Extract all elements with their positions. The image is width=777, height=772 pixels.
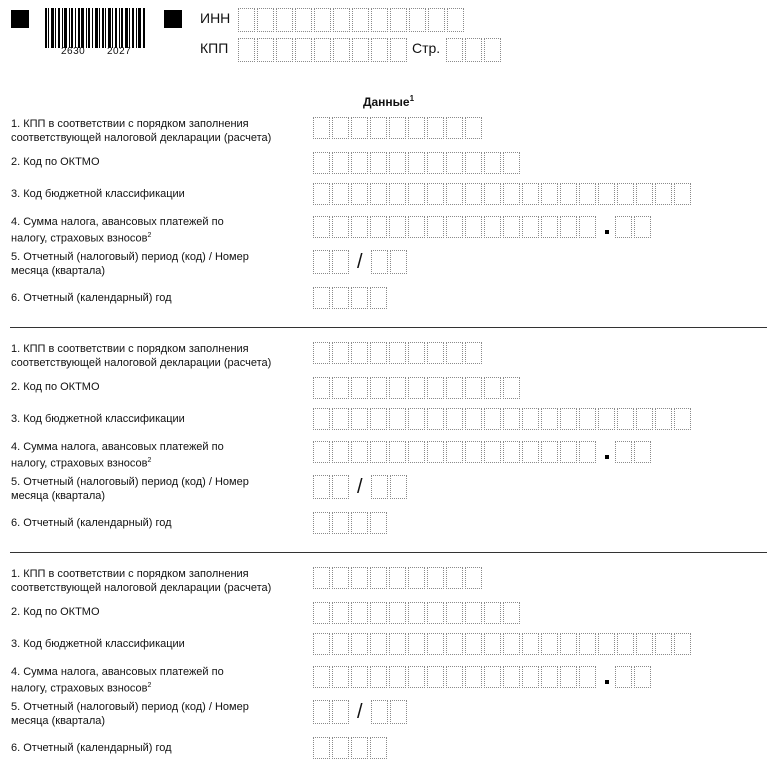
char-cell[interactable] xyxy=(427,633,444,655)
char-cell[interactable] xyxy=(655,183,672,205)
char-cell[interactable] xyxy=(655,408,672,430)
char-cell[interactable] xyxy=(351,377,368,399)
char-cell[interactable] xyxy=(503,633,520,655)
char-cell[interactable] xyxy=(427,117,444,139)
char-cell[interactable] xyxy=(351,183,368,205)
char-cell[interactable] xyxy=(427,216,444,238)
char-cell[interactable] xyxy=(408,408,425,430)
char-cell[interactable] xyxy=(427,441,444,463)
field-label-year: 6. Отчетный (календарный) год xyxy=(11,742,172,754)
char-cell[interactable] xyxy=(332,216,349,238)
corner-marker-left xyxy=(11,10,29,28)
char-cell[interactable] xyxy=(370,441,387,463)
char-cell[interactable] xyxy=(313,377,330,399)
char-cell[interactable] xyxy=(541,216,558,238)
char-cell[interactable] xyxy=(465,216,482,238)
char-cell[interactable] xyxy=(408,117,425,139)
field-label-sum xyxy=(11,665,251,696)
char-cell[interactable] xyxy=(389,602,406,624)
char-cell[interactable] xyxy=(465,441,482,463)
char-cell[interactable] xyxy=(238,8,255,32)
sum-footnote: 2 xyxy=(147,232,152,239)
char-cell[interactable] xyxy=(370,117,387,139)
field-label-sum xyxy=(11,440,251,471)
char-cell[interactable] xyxy=(370,287,387,309)
field-label-sum-text: 4. Сумма налога, авансовых платежей по налогу, страховых взносов xyxy=(11,216,224,245)
char-cell[interactable] xyxy=(295,8,312,32)
char-cell[interactable] xyxy=(560,216,577,238)
char-cell[interactable] xyxy=(370,183,387,205)
char-cell[interactable] xyxy=(332,250,349,274)
char-cell[interactable] xyxy=(408,216,425,238)
char-cell[interactable] xyxy=(313,512,330,534)
char-cell[interactable] xyxy=(579,441,596,463)
char-cell[interactable] xyxy=(238,38,255,62)
inn-label: ИНН xyxy=(200,10,231,26)
char-cell[interactable] xyxy=(351,287,368,309)
char-cell[interactable] xyxy=(408,152,425,174)
char-cell[interactable] xyxy=(617,633,634,655)
decimal-point xyxy=(605,455,609,459)
char-cell[interactable] xyxy=(674,633,691,655)
oktmo-field[interactable] xyxy=(313,377,520,399)
char-cell[interactable] xyxy=(484,183,501,205)
corner-marker-right xyxy=(164,10,182,28)
char-cell[interactable] xyxy=(408,602,425,624)
char-cell[interactable] xyxy=(371,38,388,62)
char-cell[interactable] xyxy=(370,408,387,430)
char-cell[interactable] xyxy=(332,152,349,174)
char-cell[interactable] xyxy=(333,8,350,32)
char-cell[interactable] xyxy=(427,567,444,589)
char-cell[interactable] xyxy=(276,38,293,62)
char-cell[interactable] xyxy=(446,216,463,238)
char-cell[interactable] xyxy=(484,216,501,238)
char-cell[interactable] xyxy=(332,377,349,399)
char-cell[interactable] xyxy=(447,8,464,32)
field-label-sum xyxy=(11,215,251,246)
period-code-field[interactable] xyxy=(313,700,349,724)
char-cell[interactable] xyxy=(634,441,651,463)
char-cell[interactable] xyxy=(370,633,387,655)
char-cell[interactable] xyxy=(295,38,312,62)
char-cell[interactable] xyxy=(446,117,463,139)
char-cell[interactable] xyxy=(390,8,407,32)
char-cell[interactable] xyxy=(389,183,406,205)
char-cell[interactable] xyxy=(427,408,444,430)
field-label-kpp: 1. КПП в соответствии с порядком заполнения соответствующей налоговой декларации (расчета) xyxy=(11,343,272,369)
char-cell[interactable] xyxy=(389,377,406,399)
char-cell[interactable] xyxy=(446,377,463,399)
char-cell[interactable] xyxy=(503,666,520,688)
kpp-field[interactable] xyxy=(313,567,482,589)
kpp-field[interactable] xyxy=(313,117,482,139)
char-cell[interactable] xyxy=(634,666,651,688)
char-cell[interactable] xyxy=(371,250,388,274)
char-cell[interactable] xyxy=(313,250,330,274)
sum-fraction-field[interactable] xyxy=(615,666,651,688)
page-label: Стр. xyxy=(412,40,441,56)
char-cell[interactable] xyxy=(370,737,387,759)
char-cell[interactable] xyxy=(370,567,387,589)
char-cell[interactable] xyxy=(541,183,558,205)
char-cell[interactable] xyxy=(332,666,349,688)
barcode-number-right: 2027 xyxy=(107,46,132,57)
char-cell[interactable] xyxy=(313,287,330,309)
field-label-period: 5. Отчетный (налоговый) период (код) / Номер месяца (квартала) xyxy=(11,701,249,727)
char-cell[interactable] xyxy=(503,408,520,430)
char-cell[interactable] xyxy=(636,633,653,655)
kbk-field[interactable] xyxy=(313,408,691,430)
char-cell[interactable] xyxy=(560,441,577,463)
char-cell[interactable] xyxy=(313,183,330,205)
char-cell[interactable] xyxy=(257,38,274,62)
char-cell[interactable] xyxy=(332,342,349,364)
char-cell[interactable] xyxy=(351,602,368,624)
title-footnote: 1 xyxy=(409,94,415,103)
section-title-text: Данные xyxy=(362,95,410,109)
char-cell[interactable] xyxy=(465,152,482,174)
inn-field[interactable] xyxy=(238,8,464,32)
char-cell[interactable] xyxy=(390,250,407,274)
char-cell[interactable] xyxy=(579,183,596,205)
char-cell[interactable] xyxy=(390,700,407,724)
char-cell[interactable] xyxy=(351,567,368,589)
char-cell[interactable] xyxy=(389,666,406,688)
sum-integer-field[interactable] xyxy=(313,216,596,238)
kpp-field[interactable] xyxy=(313,342,482,364)
char-cell[interactable] xyxy=(541,666,558,688)
char-cell[interactable] xyxy=(313,700,330,724)
char-cell[interactable] xyxy=(389,152,406,174)
char-cell[interactable] xyxy=(579,666,596,688)
char-cell[interactable] xyxy=(332,512,349,534)
char-cell[interactable] xyxy=(351,117,368,139)
char-cell[interactable] xyxy=(598,408,615,430)
period-separator: / xyxy=(357,701,363,723)
char-cell[interactable] xyxy=(446,602,463,624)
oktmo-field[interactable] xyxy=(313,152,520,174)
char-cell[interactable] xyxy=(352,38,369,62)
oktmo-field[interactable] xyxy=(313,602,520,624)
char-cell[interactable] xyxy=(522,183,539,205)
field-label-sum-text: 4. Сумма налога, авансовых платежей по налогу, страховых взносов xyxy=(11,441,224,470)
field-label-kbk: 3. Код бюджетной классификации xyxy=(11,188,185,200)
char-cell[interactable] xyxy=(332,441,349,463)
char-cell[interactable] xyxy=(371,8,388,32)
char-cell[interactable] xyxy=(408,666,425,688)
char-cell[interactable] xyxy=(332,567,349,589)
char-cell[interactable] xyxy=(427,666,444,688)
char-cell[interactable] xyxy=(484,602,501,624)
char-cell[interactable] xyxy=(332,633,349,655)
char-cell[interactable] xyxy=(427,377,444,399)
char-cell[interactable] xyxy=(370,666,387,688)
kbk-field[interactable] xyxy=(313,183,691,205)
char-cell[interactable] xyxy=(409,8,426,32)
char-cell[interactable] xyxy=(332,737,349,759)
char-cell[interactable] xyxy=(408,342,425,364)
char-cell[interactable] xyxy=(503,441,520,463)
char-cell[interactable] xyxy=(389,342,406,364)
char-cell[interactable] xyxy=(484,441,501,463)
char-cell[interactable] xyxy=(446,441,463,463)
char-cell[interactable] xyxy=(332,602,349,624)
char-cell[interactable] xyxy=(352,8,369,32)
char-cell[interactable] xyxy=(615,441,632,463)
char-cell[interactable] xyxy=(541,441,558,463)
char-cell[interactable] xyxy=(332,117,349,139)
char-cell[interactable] xyxy=(371,475,388,499)
char-cell[interactable] xyxy=(332,287,349,309)
char-cell[interactable] xyxy=(446,342,463,364)
sum-fraction-field[interactable] xyxy=(615,441,651,463)
char-cell[interactable] xyxy=(428,8,445,32)
field-label-period: 5. Отчетный (налоговый) период (код) / Номер месяца (квартала) xyxy=(11,476,249,502)
kpp-label: КПП xyxy=(200,40,229,56)
sum-integer-field[interactable] xyxy=(313,666,596,688)
char-cell[interactable] xyxy=(484,38,501,62)
char-cell[interactable] xyxy=(579,633,596,655)
char-cell[interactable] xyxy=(465,183,482,205)
char-cell[interactable] xyxy=(522,666,539,688)
char-cell[interactable] xyxy=(484,666,501,688)
char-cell[interactable] xyxy=(313,441,330,463)
char-cell[interactable] xyxy=(408,633,425,655)
char-cell[interactable] xyxy=(389,117,406,139)
char-cell[interactable] xyxy=(313,216,330,238)
char-cell[interactable] xyxy=(634,216,651,238)
char-cell[interactable] xyxy=(465,633,482,655)
char-cell[interactable] xyxy=(351,152,368,174)
char-cell[interactable] xyxy=(351,633,368,655)
period-month-field[interactable] xyxy=(371,250,407,274)
char-cell[interactable] xyxy=(313,666,330,688)
char-cell[interactable] xyxy=(370,512,387,534)
char-cell[interactable] xyxy=(333,38,350,62)
field-label-sum-text: 4. Сумма налога, авансовых платежей по налогу, страховых взносов xyxy=(11,666,224,695)
field-label-kpp: 1. КПП в соответствии с порядком заполнения соответствующей налоговой декларации (расчета) xyxy=(11,118,272,144)
char-cell[interactable] xyxy=(503,377,520,399)
char-cell[interactable] xyxy=(370,216,387,238)
char-cell[interactable] xyxy=(351,342,368,364)
char-cell[interactable] xyxy=(503,602,520,624)
char-cell[interactable] xyxy=(465,408,482,430)
char-cell[interactable] xyxy=(446,183,463,205)
char-cell[interactable] xyxy=(484,152,501,174)
char-cell[interactable] xyxy=(446,38,463,62)
char-cell[interactable] xyxy=(598,633,615,655)
char-cell[interactable] xyxy=(465,377,482,399)
char-cell[interactable] xyxy=(370,602,387,624)
char-cell[interactable] xyxy=(636,183,653,205)
char-cell[interactable] xyxy=(522,441,539,463)
char-cell[interactable] xyxy=(313,152,330,174)
char-cell[interactable] xyxy=(465,602,482,624)
kpp-header-field[interactable] xyxy=(238,38,407,62)
char-cell[interactable] xyxy=(617,408,634,430)
char-cell[interactable] xyxy=(446,666,463,688)
section-divider xyxy=(10,327,767,328)
char-cell[interactable] xyxy=(560,408,577,430)
kbk-field[interactable] xyxy=(313,633,691,655)
char-cell[interactable] xyxy=(389,408,406,430)
char-cell[interactable] xyxy=(465,342,482,364)
period-code-field[interactable] xyxy=(313,250,349,274)
char-cell[interactable] xyxy=(484,408,501,430)
period-code-field[interactable] xyxy=(313,475,349,499)
char-cell[interactable] xyxy=(313,117,330,139)
char-cell[interactable] xyxy=(427,152,444,174)
char-cell[interactable] xyxy=(484,633,501,655)
char-cell[interactable] xyxy=(560,183,577,205)
char-cell[interactable] xyxy=(465,567,482,589)
sum-integer-field[interactable] xyxy=(313,441,596,463)
char-cell[interactable] xyxy=(314,8,331,32)
char-cell[interactable] xyxy=(370,377,387,399)
field-label-year: 6. Отчетный (календарный) год xyxy=(11,517,172,529)
char-cell[interactable] xyxy=(276,8,293,32)
char-cell[interactable] xyxy=(351,512,368,534)
char-cell[interactable] xyxy=(389,633,406,655)
char-cell[interactable] xyxy=(579,408,596,430)
char-cell[interactable] xyxy=(351,408,368,430)
char-cell[interactable] xyxy=(313,567,330,589)
sum-footnote: 2 xyxy=(147,682,152,689)
char-cell[interactable] xyxy=(370,342,387,364)
sum-fraction-field[interactable] xyxy=(615,216,651,238)
field-label-kpp: 1. КПП в соответствии с порядком заполнения соответствующей налоговой декларации (расчета) xyxy=(11,568,272,594)
char-cell[interactable] xyxy=(503,216,520,238)
char-cell[interactable] xyxy=(332,408,349,430)
char-cell[interactable] xyxy=(446,567,463,589)
char-cell[interactable] xyxy=(674,408,691,430)
char-cell[interactable] xyxy=(332,700,349,724)
char-cell[interactable] xyxy=(389,567,406,589)
char-cell[interactable] xyxy=(351,737,368,759)
char-cell[interactable] xyxy=(389,216,406,238)
char-cell[interactable] xyxy=(371,700,388,724)
period-separator: / xyxy=(357,251,363,273)
char-cell[interactable] xyxy=(522,408,539,430)
char-cell[interactable] xyxy=(541,633,558,655)
year-field[interactable] xyxy=(313,737,387,759)
char-cell[interactable] xyxy=(313,342,330,364)
char-cell[interactable] xyxy=(351,441,368,463)
char-cell[interactable] xyxy=(427,342,444,364)
field-label-year: 6. Отчетный (календарный) год xyxy=(11,292,172,304)
char-cell[interactable] xyxy=(427,602,444,624)
char-cell[interactable] xyxy=(503,183,520,205)
barcode-image xyxy=(45,8,145,48)
char-cell[interactable] xyxy=(408,183,425,205)
field-label-oktmo: 2. Код по ОКТМО xyxy=(11,381,100,393)
year-field[interactable] xyxy=(313,512,387,534)
year-field[interactable] xyxy=(313,287,387,309)
field-label-oktmo: 2. Код по ОКТМО xyxy=(11,156,100,168)
section-divider xyxy=(10,552,767,553)
char-cell[interactable] xyxy=(615,216,632,238)
char-cell[interactable] xyxy=(541,408,558,430)
char-cell[interactable] xyxy=(446,633,463,655)
char-cell[interactable] xyxy=(655,633,672,655)
char-cell[interactable] xyxy=(408,377,425,399)
char-cell[interactable] xyxy=(257,8,274,32)
char-cell[interactable] xyxy=(446,408,463,430)
decimal-point xyxy=(605,230,609,234)
section-title xyxy=(0,94,777,109)
char-cell[interactable] xyxy=(617,183,634,205)
char-cell[interactable] xyxy=(370,152,387,174)
char-cell[interactable] xyxy=(615,666,632,688)
field-label-kbk: 3. Код бюджетной классификации xyxy=(11,413,185,425)
char-cell[interactable] xyxy=(313,737,330,759)
char-cell[interactable] xyxy=(484,377,501,399)
period-month-field[interactable] xyxy=(371,475,407,499)
char-cell[interactable] xyxy=(351,216,368,238)
char-cell[interactable] xyxy=(636,408,653,430)
decimal-point xyxy=(605,680,609,684)
char-cell[interactable] xyxy=(598,183,615,205)
sum-footnote: 2 xyxy=(147,457,152,464)
char-cell[interactable] xyxy=(351,666,368,688)
char-cell[interactable] xyxy=(408,567,425,589)
char-cell[interactable] xyxy=(427,183,444,205)
char-cell[interactable] xyxy=(503,152,520,174)
barcode-number-left: 2630 xyxy=(61,46,86,57)
char-cell[interactable] xyxy=(446,152,463,174)
char-cell[interactable] xyxy=(390,38,407,62)
char-cell[interactable] xyxy=(560,633,577,655)
field-label-kbk: 3. Код бюджетной классификации xyxy=(11,638,185,650)
char-cell[interactable] xyxy=(522,216,539,238)
page-number-field[interactable] xyxy=(446,38,501,62)
period-month-field[interactable] xyxy=(371,700,407,724)
char-cell[interactable] xyxy=(408,441,425,463)
char-cell[interactable] xyxy=(579,216,596,238)
char-cell[interactable] xyxy=(332,475,349,499)
char-cell[interactable] xyxy=(332,183,349,205)
char-cell[interactable] xyxy=(389,441,406,463)
char-cell[interactable] xyxy=(313,633,330,655)
char-cell[interactable] xyxy=(522,633,539,655)
char-cell[interactable] xyxy=(674,183,691,205)
field-label-period: 5. Отчетный (налоговый) период (код) / Номер месяца (квартала) xyxy=(11,251,249,277)
char-cell[interactable] xyxy=(314,38,331,62)
field-label-oktmo: 2. Код по ОКТМО xyxy=(11,606,100,618)
char-cell[interactable] xyxy=(465,666,482,688)
char-cell[interactable] xyxy=(390,475,407,499)
char-cell[interactable] xyxy=(465,117,482,139)
char-cell[interactable] xyxy=(313,602,330,624)
period-separator: / xyxy=(357,476,363,498)
char-cell[interactable] xyxy=(560,666,577,688)
char-cell[interactable] xyxy=(465,38,482,62)
char-cell[interactable] xyxy=(313,475,330,499)
char-cell[interactable] xyxy=(313,408,330,430)
